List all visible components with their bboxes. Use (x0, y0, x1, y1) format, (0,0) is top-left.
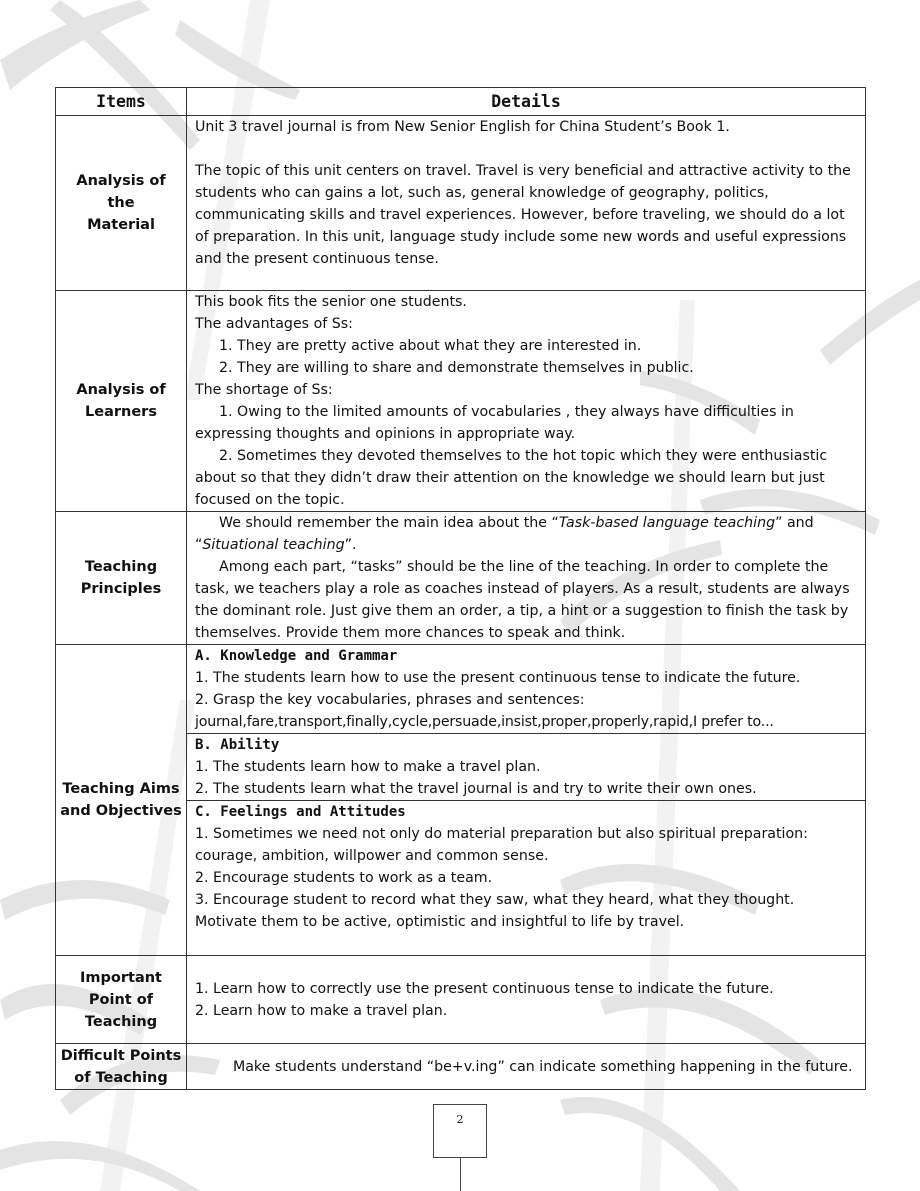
learners-details (187, 291, 866, 512)
aims-line: 1. The students learn how to make a travel plan. (195, 759, 541, 775)
aims-line: 2. Encourage students to work as a team. (195, 870, 493, 886)
important-line: 2. Learn how to make a travel plan. (195, 1002, 448, 1019)
material-topic: The topic of this unit centers on travel. Travel is very beneficial and attractive activity to the students who can gains a lot, such as, general knowledge of geography, politics, communicating skills and travel experiences. However, before traveling, we should do a lot of preparation. In this unit, language study include some new words and useful expressions and the present continuous tense. (195, 163, 851, 267)
lesson-plan-table (55, 87, 866, 1090)
aims-line: 3. Encourage student to record what they saw, what they heard, what they thought. Motivate them to be active, optimistic and insightful to life by travel. (195, 892, 795, 930)
details-header: Details (187, 88, 866, 116)
emphasis: Task-based language teaching (558, 515, 776, 531)
aims-line: 2. Grasp the key vocabularies, phrases and sentences: (195, 692, 585, 708)
label-line: Principles (80, 581, 162, 597)
label-line: Material (87, 217, 155, 233)
page-number: 2 (456, 1113, 464, 1126)
row-important (56, 956, 866, 1044)
material-label (56, 116, 187, 291)
important-details (187, 956, 866, 1044)
principles-tasks: Among each part, “tasks” should be the line of the teaching. In order to complete the task, we teachers play a role as coaches instead of players. As a result, students are always the dominant role. Just give them an order, a tip, a hint or a suggestion to finish the task by themselves. Provide them more chances to speak and think. (195, 559, 850, 641)
emphasis: Situational teaching (202, 537, 345, 553)
label-line: Analysis of (76, 382, 166, 398)
label-line: Analysis of (76, 173, 166, 189)
learners-line: 2. Sometimes they devoted themselves to the hot topic which they were enthusiastic about so that they didn’t draw their attention on the knowledge we should learn but just focused on the topic. (195, 448, 828, 508)
label-line: Important (80, 969, 162, 986)
principles-details (187, 512, 866, 645)
row-material (56, 116, 866, 291)
learners-line: 2. They are willing to share and demonstrate themselves in public. (219, 360, 694, 376)
aims-line: 1. Sometimes we need not only do material preparation but also spiritual preparation: courage, ambition, willpower and common sense. (195, 826, 808, 864)
aims-line: journal,fare,transport,finally,cycle,persuade,insist,proper,properly,rapid,I prefer to... (195, 714, 774, 730)
row-learners (56, 291, 866, 512)
footer-line (460, 1157, 461, 1191)
row-difficult (56, 1044, 866, 1090)
material-intro: Unit 3 travel journal is from New Senior English for China Student’s Book 1. (195, 119, 730, 135)
label-line: Teaching (84, 1013, 158, 1030)
label-line: Difficult Points (60, 1047, 182, 1064)
difficult-text: Make students understand “be+v.ing” can indicate something happening in the future. (233, 1058, 853, 1075)
material-blank (195, 138, 859, 160)
learners-line: 1. They are pretty active about what they are interested in. (219, 338, 642, 354)
label-line: of Teaching (74, 1069, 168, 1086)
learners-line: 1. Owing to the limited amounts of vocabularies , they always have difficulties in expressing thoughts and opinions in appropriate way. (195, 404, 794, 442)
text: ”. (344, 537, 357, 553)
header-row (56, 88, 866, 116)
material-details (187, 116, 866, 291)
text: We should remember the main idea about the “ (219, 515, 559, 531)
aims-line: 1. The students learn how to use the present continuous tense to indicate the future. (195, 670, 801, 686)
learners-label (56, 291, 187, 512)
difficult-label (56, 1044, 187, 1090)
important-line: 1. Learn how to correctly use the present continuous tense to indicate the future. (195, 980, 774, 997)
page-number-box (433, 1104, 487, 1158)
difficult-details (187, 1044, 866, 1090)
aims-feelings (187, 801, 866, 956)
aims-line: 2. The students learn what the travel journal is and try to write their own ones. (195, 781, 757, 797)
principles-main-idea (195, 512, 859, 556)
row-principles (56, 512, 866, 645)
learners-line: This book fits the senior one students. (195, 294, 467, 310)
label-line: the (107, 195, 135, 211)
aims-knowledge (187, 645, 866, 734)
label-line: Point of (88, 991, 154, 1008)
aims-ability (187, 734, 866, 801)
important-label (56, 956, 187, 1044)
label-line: and Objectives (60, 803, 182, 819)
principles-label (56, 512, 187, 645)
aims-label (56, 645, 187, 956)
row-aims-a (56, 645, 866, 734)
subsection-heading: C. Feelings and Attitudes (195, 804, 406, 820)
learners-line: The shortage of Ss: (195, 382, 333, 398)
subsection-heading: A. Knowledge and Grammar (195, 648, 398, 664)
label-line: Teaching (84, 559, 158, 575)
text: ” and “ (195, 515, 814, 553)
learners-line: The advantages of Ss: (195, 316, 353, 332)
label-line: Teaching Aims (62, 781, 180, 797)
items-header: Items (56, 88, 187, 116)
subsection-heading: B. Ability (195, 737, 280, 753)
label-line: Learners (85, 404, 157, 420)
